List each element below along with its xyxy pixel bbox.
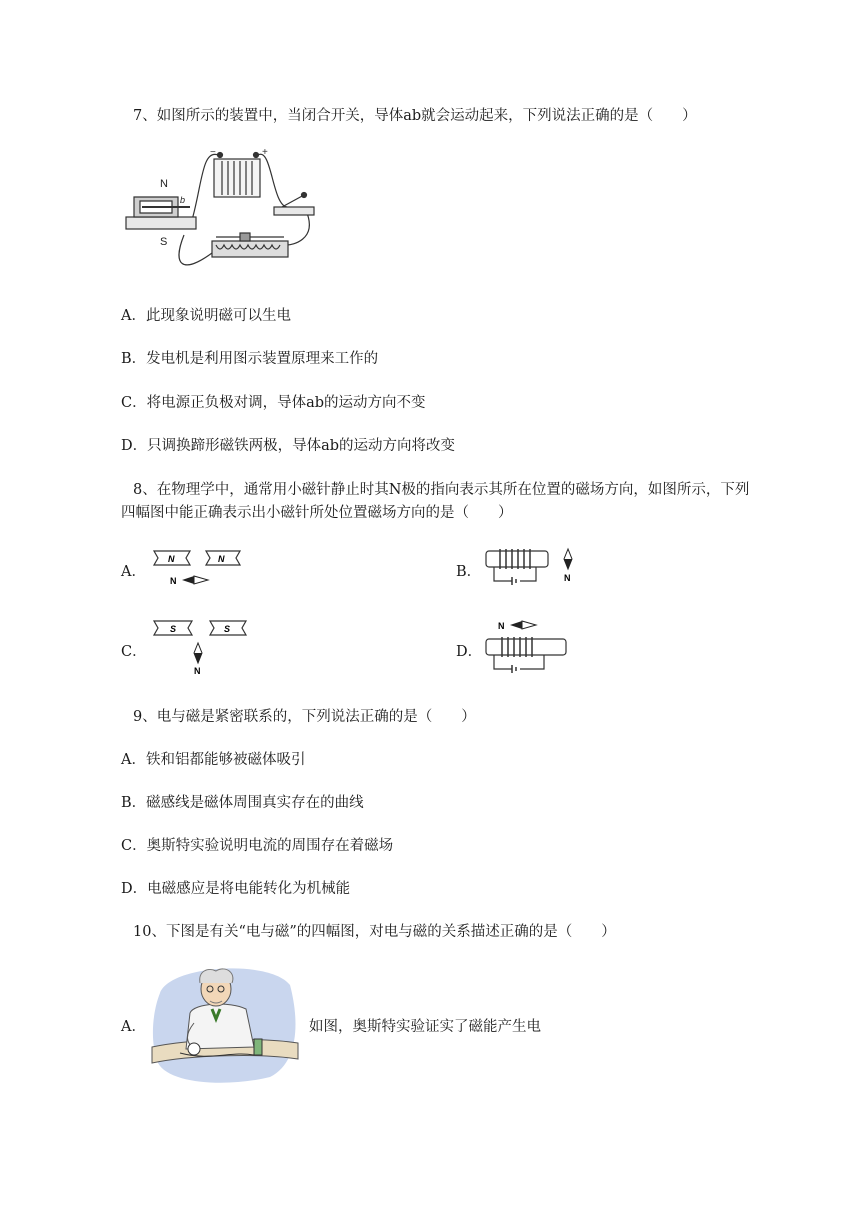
q8-figure-b [480, 543, 576, 589]
q7-option-a[interactable]: A．此现象说明磁可以生电 [121, 308, 291, 324]
q9-option-c[interactable]: C．奥斯特实验说明电流的周围存在着磁场 [121, 838, 394, 854]
magnet-c-left-s: S [170, 624, 177, 634]
battery-icon [214, 153, 260, 198]
switch-icon [274, 193, 314, 216]
q10-option-a-letter[interactable]: A． [121, 1019, 146, 1035]
q10-option-a-text: 如图，奥斯特实验证实了磁能产生电 [309, 1019, 541, 1035]
q8-option-b-letter[interactable]: B． [456, 564, 482, 580]
q9-option-a[interactable]: A．铁和铝都能够被磁体吸引 [121, 752, 306, 768]
q8-option-a-letter[interactable]: A． [121, 564, 146, 580]
q8-stem-line2: 四幅图中能正确表示出小磁针所处位置磁场方向的是（ ） [121, 505, 513, 521]
magnet-icon [126, 197, 196, 229]
rheostat-icon [212, 233, 288, 257]
needle-c-n: N [194, 666, 201, 676]
needle-b-n: N [564, 573, 571, 583]
q10-stem: 10、下图是有关“电与磁”的四幅图，对电与磁的关系描述正确的是（ ） [133, 924, 616, 940]
oersted-scientist-illustration [150, 963, 300, 1085]
q7-option-d[interactable]: D．只调换蹄形磁铁两极，导体ab的运动方向将改变 [121, 438, 456, 454]
needle-d-n: N [498, 621, 505, 631]
q7-stem: 7、如图所示的装置中，当闭合开关，导体ab就会运动起来，下列说法正确的是（ ） [133, 108, 697, 124]
q9-stem: 9、电与磁是紧密联系的，下列说法正确的是（ ） [133, 709, 476, 725]
conductor-b-label: b [180, 195, 186, 205]
q9-option-b[interactable]: B．磁感线是磁体周围真实存在的曲线 [121, 795, 364, 811]
q8-figure-a [146, 543, 244, 589]
magnet-a-right-n: N [218, 554, 225, 564]
q8-option-d-letter[interactable]: D． [456, 644, 483, 660]
q7-option-c[interactable]: C．将电源正负极对调，导体ab的运动方向不变 [121, 395, 426, 411]
solenoid-icon [486, 551, 548, 567]
minus-label: − [210, 147, 216, 158]
magnet-a-left-n: N [168, 554, 175, 564]
q9-option-d[interactable]: D．电磁感应是将电能转化为机械能 [121, 881, 351, 897]
q8-figure-d [480, 613, 572, 681]
plus-label: + [262, 147, 268, 158]
needle-a-n: N [170, 576, 177, 586]
q8-stem-line1: 8、在物理学中，通常用小磁针静止时其N极的指向表示其所在位置的磁场方向，如图所示，下列 [133, 482, 750, 498]
magnet-s-label: S [160, 236, 168, 248]
q7-circuit-figure [122, 145, 322, 283]
magnet-n-label: N [160, 178, 168, 190]
magnet-c-right-s: S [224, 624, 231, 634]
q8-option-c-letter[interactable]: C． [121, 644, 147, 660]
q8-figure-c [146, 613, 252, 679]
q7-option-b[interactable]: B．发电机是利用图示装置原理来工作的 [121, 351, 379, 367]
